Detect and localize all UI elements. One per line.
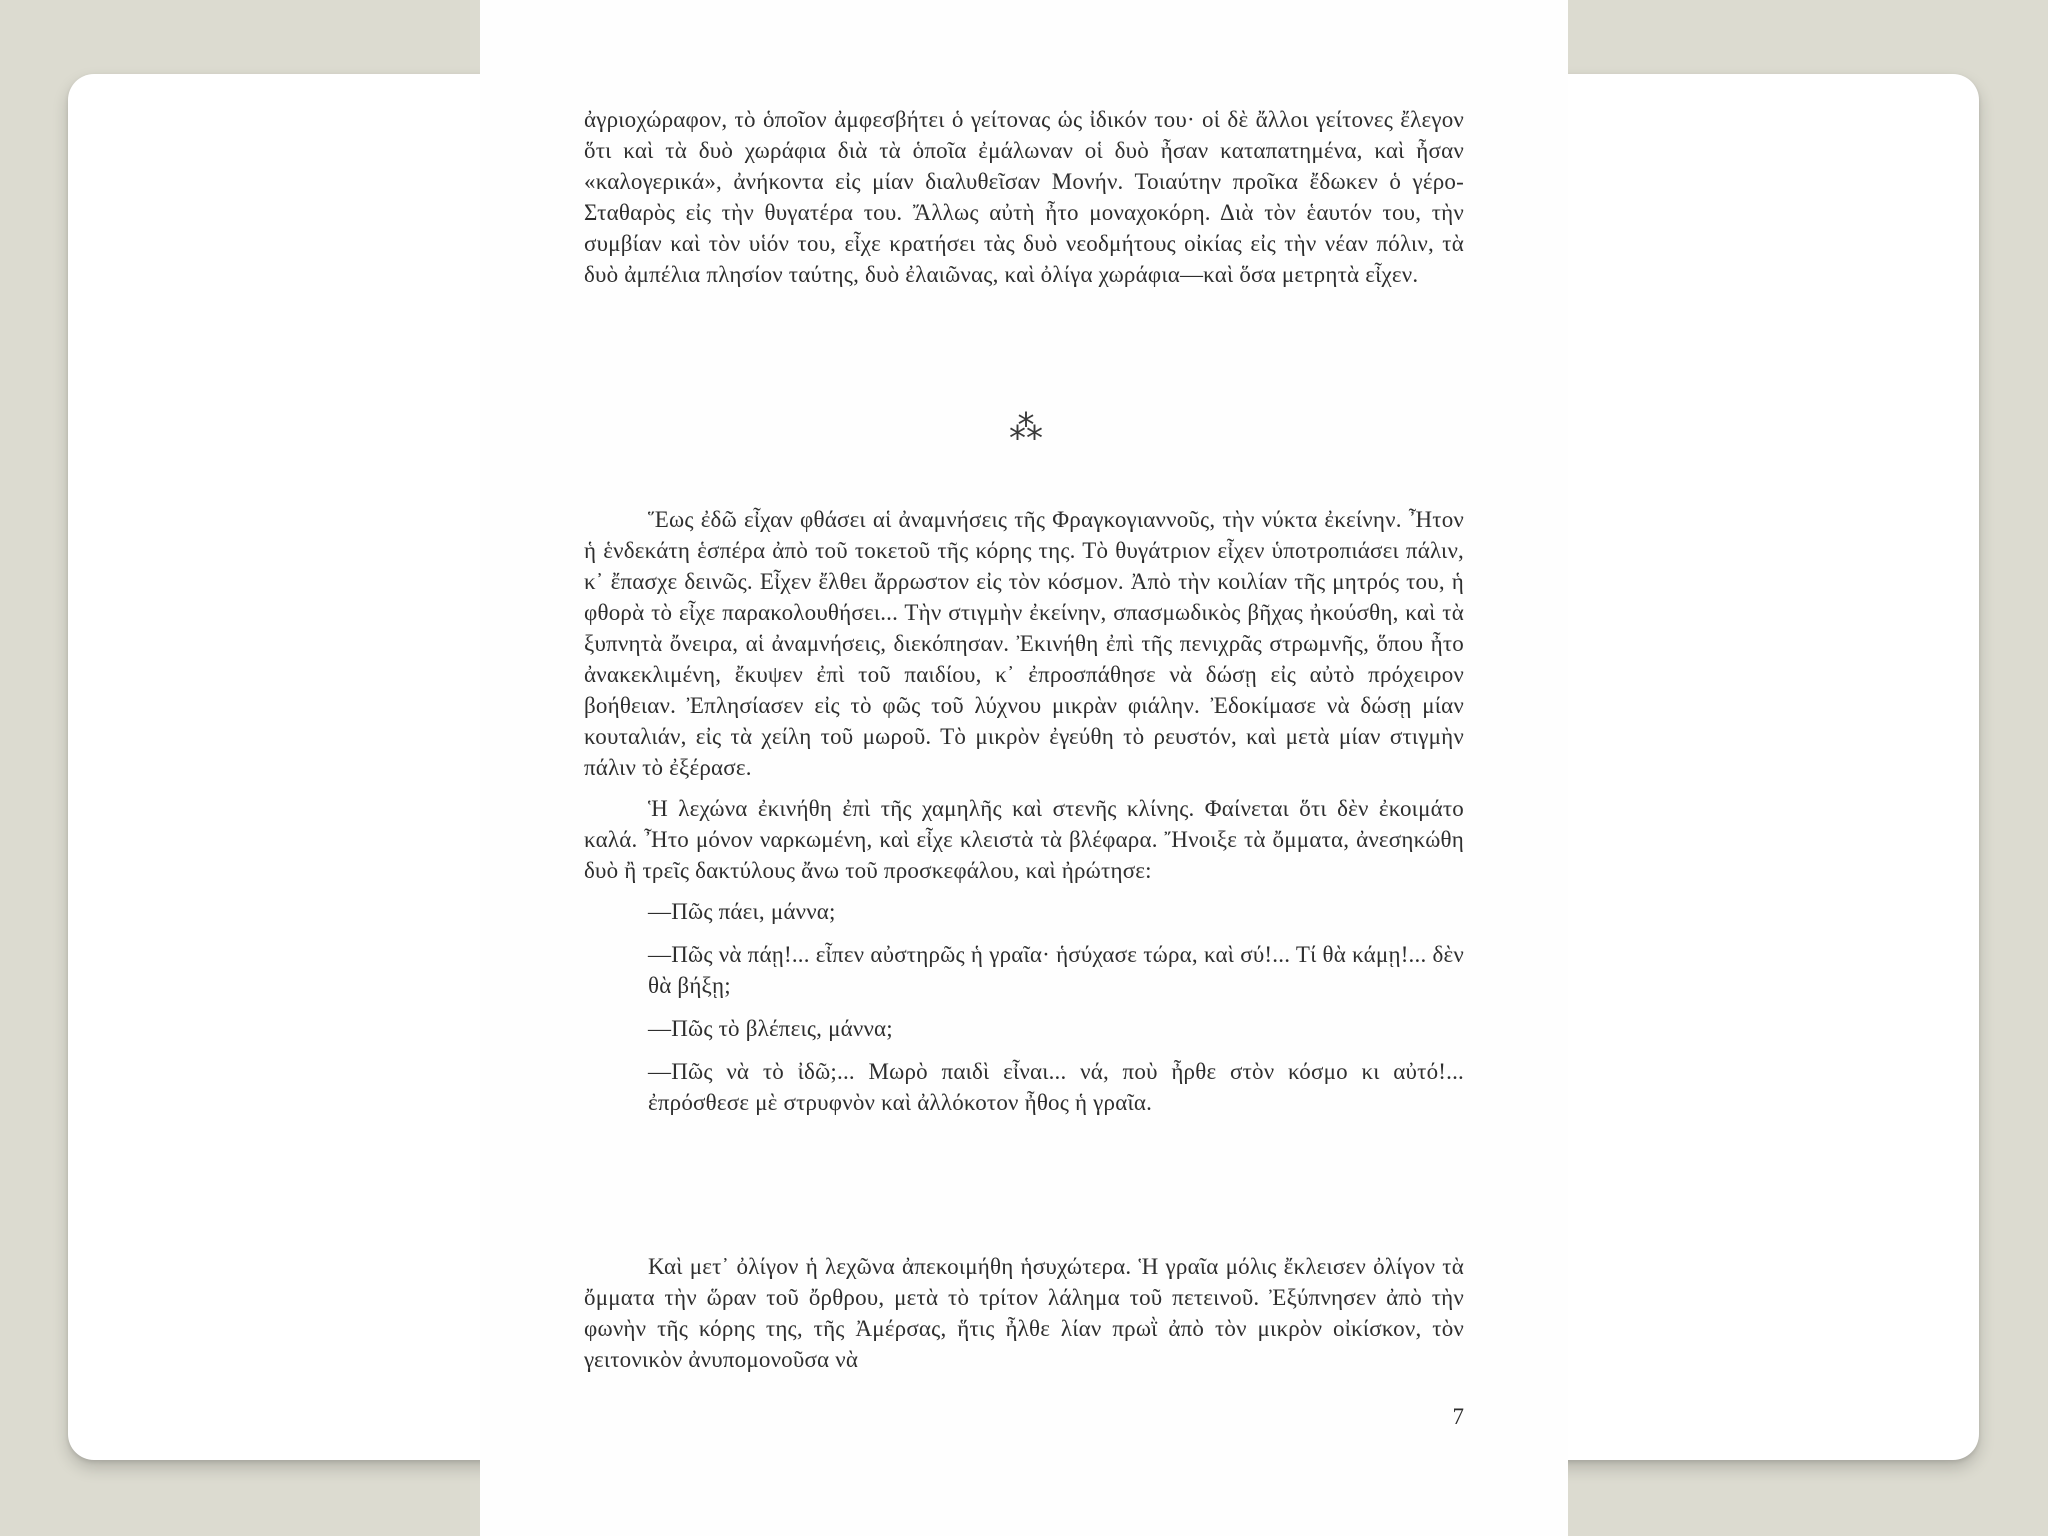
paragraph-2: Ἕως ἐδῶ εἶχαν φθάσει αἱ ἀναμνήσεις τῆς Φραγκογιαννοῦς, τὴν νύκτα ἐκείνην. Ἦτον ἡ ἑνδεκάτη ἑσπέρα ἀπὸ τοῦ τοκετοῦ τῆς κόρης της. Τὸ θυγάτριον εἶχεν ὑποτροπιάσει πάλιν, κ᾽ ἔπασχε δεινῶς. Εἶχεν ἔλθει ἄρρωστον εἰς τὸν κόσμον. Ἀπὸ τὴν κοιλίαν τῆς μητρός του, ἡ φθορὰ τὸ εἶχε παρακολουθήσει... Τὴν στιγμὴν ἐκείνην, σπασμωδικὸς βῆχας ἠκούσθη, καὶ τὰ ξυπνητὰ ὄνειρα, αἱ ἀναμνήσεις, διεκόπησαν. Ἐκινήθη ἐπὶ τῆς πενιχρᾶς στρωμνῆς, ὅπου ἦτο ἀνακεκλιμένη, ἔκυψεν ἐπὶ τοῦ παιδίου, κ᾽ ἐπροσπάθησε νὰ δώσῃ εἰς αὐτὸ πρόχειρον βοήθειαν. Ἐπλησίασεν εἰς τὸ φῶς τοῦ λύχνου μικρὰν φιάλην. Ἐδοκίμασε νὰ δώσῃ μίαν κουταλιάν, εἰς τὰ χείλη τοῦ μωροῦ. Τὸ μικρὸν ἐγεύθη τὸ ρευστόν, καὶ μετὰ μίαν στιγμὴν πάλιν τὸ ἐξέρασε. bbox=[584, 507, 1464, 780]
dialogue-line-3: —Πῶς τὸ βλέπεις, μάννα; bbox=[648, 1016, 893, 1041]
paragraph-3: Ἡ λεχώνα ἐκινήθη ἐπὶ τῆς χαμηλῆς καὶ στενῆς κλίνης. Φαίνεται ὅτι δὲν ἐκοιμάτο καλά. Ἦτο μόνον ναρκωμένη, καὶ εἶχε κλειστὰ τὰ βλέφαρα. Ἤνοιξε τὰ ὄμματα, ἀνεσηκώθη δυὸ ἢ τρεῖς δακτύλους ἄνω τοῦ προσκεφάλου, καὶ ἠρώτησε: bbox=[584, 796, 1464, 883]
page-number: 7 bbox=[1452, 1404, 1464, 1429]
paragraph-4: Καὶ μετ᾽ ὀλίγον ἡ λεχῶνα ἀπεκοιμήθη ἡσυχώτερα. Ἡ γραῖα μόλις ἔκλεισεν ὀλίγον τὰ ὄμματα τὴν ὥραν τοῦ ὄρθρου, μετὰ τὸ τρίτον λάλημα τοῦ πετεινοῦ. Ἐξύπνησεν ἀπὸ τὴν φωνὴν τῆς κόρης της, τῆς Ἀμέρσας, ἥτις ἦλθε λίαν πρωῒ ἀπὸ τὸν μικρὸν οἰκίσκον, τὸν γειτονικὸν ἀνυπομονοῦσα νὰ bbox=[584, 1254, 1464, 1372]
section-ornament: ⁂ bbox=[1009, 408, 1043, 448]
dialogue-line-4: —Πῶς νὰ τὸ ἰδῶ;... Μωρὸ παιδὶ εἶναι... νά, ποὺ ἦρθε στὸν κόσμο κι αὐτό!... ἐπρόσθεσε μὲ στρυφνὸν καὶ ἀλλόκοτον ἦθος ἡ γραῖα. bbox=[648, 1059, 1464, 1115]
dialogue-line-1: —Πῶς πάει, μάννα; bbox=[648, 899, 836, 924]
dialogue-line-2: —Πῶς νὰ πάῃ!... εἶπεν αὐστηρῶς ἡ γραῖα· ἡσύχασε τώρα, καὶ σύ!... Τί θὰ κάμῃ!... δὲν θὰ βήξῃ; bbox=[648, 942, 1464, 998]
paragraph-1: ἀγριοχώραφον, τὸ ὁποῖον ἀμφεσβήτει ὁ γείτονας ὡς ἰδικόν του· οἱ δὲ ἄλλοι γείτονες ἔλεγον ὅτι καὶ τὰ δυὸ χωράφια διὰ τὰ ὁποῖα ἐμάλωναν οἱ δυὸ ἦσαν καταπατημένα, καὶ ἦσαν «καλογερικά», ἀνήκοντα εἰς μίαν διαλυθεῖσαν Μονήν. Τοιαύτην προῖκα ἔδωκεν ὁ γέρο-Σταθαρὸς εἰς τὴν θυγατέρα του. Ἄλλως αὐτὴ ἦτο μοναχοκόρη. Διὰ τὸν ἑαυτόν του, τὴν συμβίαν καὶ τὸν υἱόν του, εἶχε κρατήσει τὰς δυὸ νεοδμήτους οἰκίας εἰς τὴν νέαν πόλιν, τὰ δυὸ ἀμπέλια πλησίον ταύτης, δυὸ ἐλαιῶνας, καὶ ὀλίγα χωράφια—καὶ ὅσα μετρητὰ εἶχεν. bbox=[584, 107, 1464, 287]
text-block-bottom bbox=[584, 1251, 1464, 1375]
text-block-middle bbox=[584, 504, 1464, 1118]
text-block-top bbox=[584, 104, 1464, 290]
